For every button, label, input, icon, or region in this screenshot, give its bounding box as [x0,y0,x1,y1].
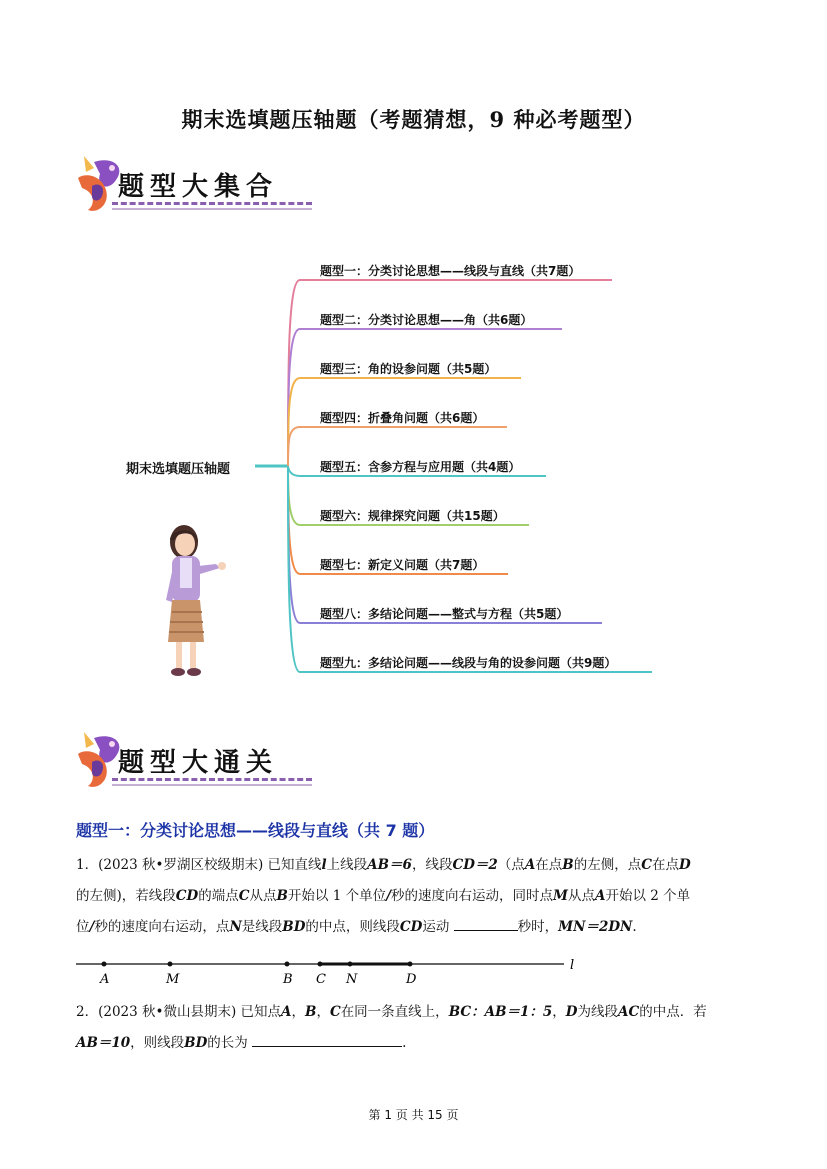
page-title: 期末选填题压轴题（考题猜想，9 种必考题型） [181,107,646,132]
teacher-illustration-icon [160,522,232,682]
mindmap-item: 题型九：多结论问题——线段与角的设参问题（共9题） [320,656,617,670]
mindmap-root: 期末选填题压轴题 [126,462,231,477]
mindmap-item: 题型一：分类讨论思想——线段与直线（共7题） [320,264,581,278]
point-label-c: C [316,972,326,987]
mindmap-item: 题型二：分类讨论思想——角（共6题） [320,313,533,327]
point-n [348,962,353,967]
point-a [102,962,107,967]
answer-blank[interactable] [252,1034,402,1047]
answer-blank[interactable] [454,918,518,931]
mindmap-item: 题型八：多结论问题——整式与方程（共5题） [320,607,569,621]
mindmap-item: 题型四：折叠角问题（共6题） [320,411,485,425]
mindmap-item: 题型五：含参方程与应用题（共4题） [320,460,521,474]
number-line-figure [70,950,590,990]
question-2 [76,997,756,1059]
point-label-m: M [166,972,180,987]
mindmap-item: 题型七：新定义问题（共7题） [320,558,485,572]
banner-title: 题型大通关 [118,748,279,778]
mindmap-branch [288,466,602,623]
line-label-l: l [570,958,575,973]
question-1-line-3: 位/秒的速度向右运动，点N是线段BD的中点，则线段CD运动 秒时，MN＝2DN. [76,919,637,935]
point-d [408,962,413,967]
point-m [168,962,173,967]
question-1-line-1: 1．(2023 秋•罗湖区校级期末) 已知直线l上线段AB＝6，线段CD＝2（点A在点B的左侧，点C在点D [76,857,691,873]
point-label-a: A [100,972,110,987]
mindmap-branch [288,329,562,466]
point-c [318,962,323,967]
section-banner-practice [72,728,302,790]
section-banner-collection [72,152,302,214]
question-2-line-2: AB＝10，则线段BD的长为 . [76,1035,407,1051]
question-1 [76,850,756,943]
mindmap-item: 题型六：规律探究问题（共15题） [320,509,505,523]
section-heading: 题型一：分类讨论思想——线段与直线（共 7 题） [76,821,435,840]
page-footer: 第 1 页 共 15 页 [368,1108,459,1122]
banner-title: 题型大集合 [118,172,279,202]
point-label-b: B [283,972,293,987]
point-b [285,962,290,967]
question-1-line-2: 的左侧)，若线段CD的端点C从点B开始以 1 个单位/秒的速度向右运动，同时点M从点A开始以 2 个单 [76,888,691,904]
point-label-n: N [346,972,358,987]
mindmap-item: 题型三：角的设参问题（共5题） [320,362,497,376]
question-2-line-1: 2．(2023 秋•微山县期末) 已知点A，B，C在同一条直线上，BC：AB＝1：5，D为线段AC的中点．若 [76,1004,707,1020]
point-label-d: D [406,972,417,987]
